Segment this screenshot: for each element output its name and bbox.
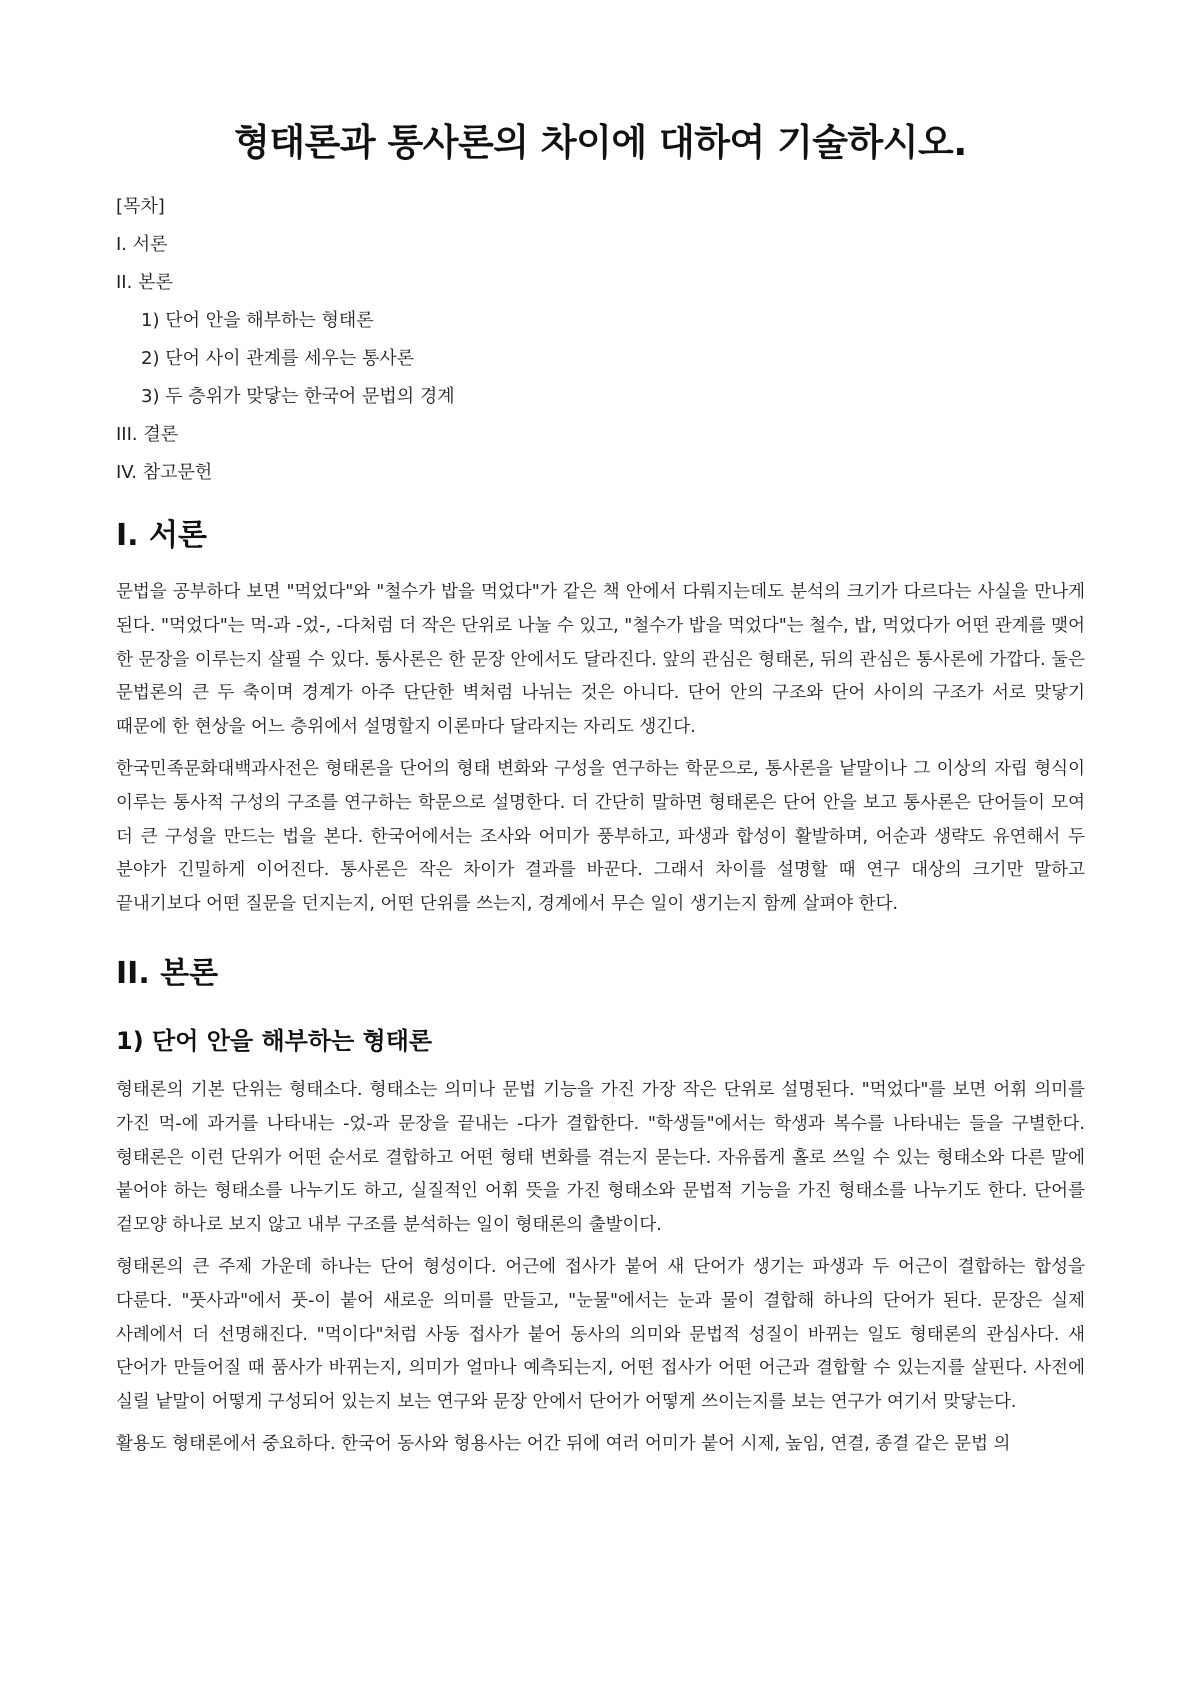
document-title: 형태론과 통사론의 차이에 대하여 기술하시오. [234, 121, 967, 164]
toc-item-boundary: 3) 두 층위가 맞닿는 한국어 문법의 경계 [141, 386, 455, 407]
section-body [116, 954, 1085, 1462]
morphology-paragraph-2: 형태론의 큰 주제 가운데 하나는 단어 형성이다. 어근에 접사가 붙어 새 단어가 생기는 파생과 두 어근이 결합하는 합성을 다룬다. "풋사과"에서 풋-이 붙어 새로운 의미를 만들고, "눈물"에서는 눈과 물이 결합해 하나의 단어가 된다. 문장은 실제 사례에서 더 선명해진다. "먹이다"처럼 사동 접사가 붙어 동사의 의미와 문법적 성질이 바뀌는 일도 형태론의 관심사다. 새 단어가 만들어질 때 품사가 바뀌는지, 의미가 얼마나 예측되는지, 어떤 접사가 어떤 어근과 결합할 수 있는지를 살핀다. 사전에 실릴 낱말이 어떻게 구성되어 있는지 보는 연구와 문장 안에서 단어가 어떻게 쓰이는지를 보는 연구가 여기서 맞닿는다. [116, 1256, 1085, 1413]
section-intro [116, 516, 1085, 922]
morphology-paragraph-3: 활용도 형태론에서 중요하다. 한국어 동사와 형용사는 어간 뒤에 여러 어미가 붙어 시제, 높임, 연결, 종결 같은 문법 의 [116, 1433, 1011, 1454]
table-of-contents [116, 188, 1085, 492]
toc-item-references: IV. 참고문헌 [116, 462, 213, 483]
subsection-heading-morphology: 1) 단어 안을 해부하는 형태론 [116, 1026, 433, 1055]
toc-heading: [목차] [116, 196, 165, 217]
toc-item-conclusion: III. 결론 [116, 424, 179, 445]
toc-item-syntax: 2) 단어 사이 관계를 세우는 통사론 [141, 348, 415, 369]
intro-paragraph-1: 문법을 공부하다 보면 "먹었다"와 "철수가 밥을 먹었다"가 같은 책 안에서 다뤄지는데도 분석의 크기가 다르다는 사실을 만나게 된다. "먹었다"는 먹-과 -었-, -다처럼 더 작은 단위로 나눌 수 있고, "철수가 밥을 먹었다"는 철수, 밥, 먹었다가 어떤 관계를 맺어 한 문장을 이루는지 살필 수 있다. 통사론은 한 문장 안에서도 달라진다. 앞의 관심은 형태론, 뒤의 관심은 통사론에 가깝다. 둘은 문법론의 큰 두 축이며 경계가 아주 단단한 벽처럼 나뉘는 것은 아니다. 단어 안의 구조와 단어 사이의 구조가 서로 맞닿기 때문에 한 현상을 어느 층위에서 설명할지 이론마다 달라지는 자리도 생긴다. [116, 582, 1085, 738]
toc-item-morphology: 1) 단어 안을 해부하는 형태론 [141, 310, 374, 331]
toc-item-intro: I. 서론 [116, 234, 168, 255]
toc-item-body: II. 본론 [116, 272, 173, 293]
morphology-paragraph-1: 형태론의 기본 단위는 형태소다. 형태소는 의미나 문법 기능을 가진 가장 작은 단위로 설명된다. "먹었다"를 보면 어휘 의미를 가진 먹-에 과거를 나타내는 -었-과 문장을 끝내는 -다가 결합한다. "학생들"에서는 학생과 복수를 나타내는 들을 구별한다. 형태론은 이런 단위가 어떤 순서로 결합하고 어떤 형태 변화를 겪는지 묻는다. 자유롭게 홀로 쓰일 수 있는 형태소와 다른 말에 붙어야 하는 형태소를 나누기도 하고, 실질적인 어휘 뜻을 가진 형태소와 문법적 기능을 가진 형태소를 나누기도 한다. 단어를 겉모양 하나로 보지 않고 내부 구조를 분석하는 일이 형태론의 출발이다. [116, 1079, 1085, 1236]
section-heading-body: II. 본론 [116, 955, 219, 991]
section-heading-intro: I. 서론 [116, 518, 207, 553]
intro-paragraph-2: 한국민족문화대백과사전은 형태론을 단어의 형태 변화와 구성을 연구하는 학문으로, 통사론을 낱말이나 그 이상의 자립 형식이 이루는 통사적 구성의 구조를 연구하는 학문으로 설명한다. 더 간단히 말하면 형태론은 단어 안을 보고 통사론은 단어들이 모여 더 큰 구성을 만드는 법을 본다. 한국어에서는 조사와 어미가 풍부하고, 파생과 합성이 활발하며, 어순과 생략도 유연해서 두 분야가 긴밀하게 이어진다. 통사론은 작은 차이가 결과를 바꾼다. 그래서 차이를 설명할 때 연구 대상의 크기만 말하고 끝내기보다 어떤 질문을 던지는지, 어떤 단위를 쓰는지, 경계에서 무슨 일이 생기는지 함께 살펴야 한다. [116, 758, 1085, 915]
